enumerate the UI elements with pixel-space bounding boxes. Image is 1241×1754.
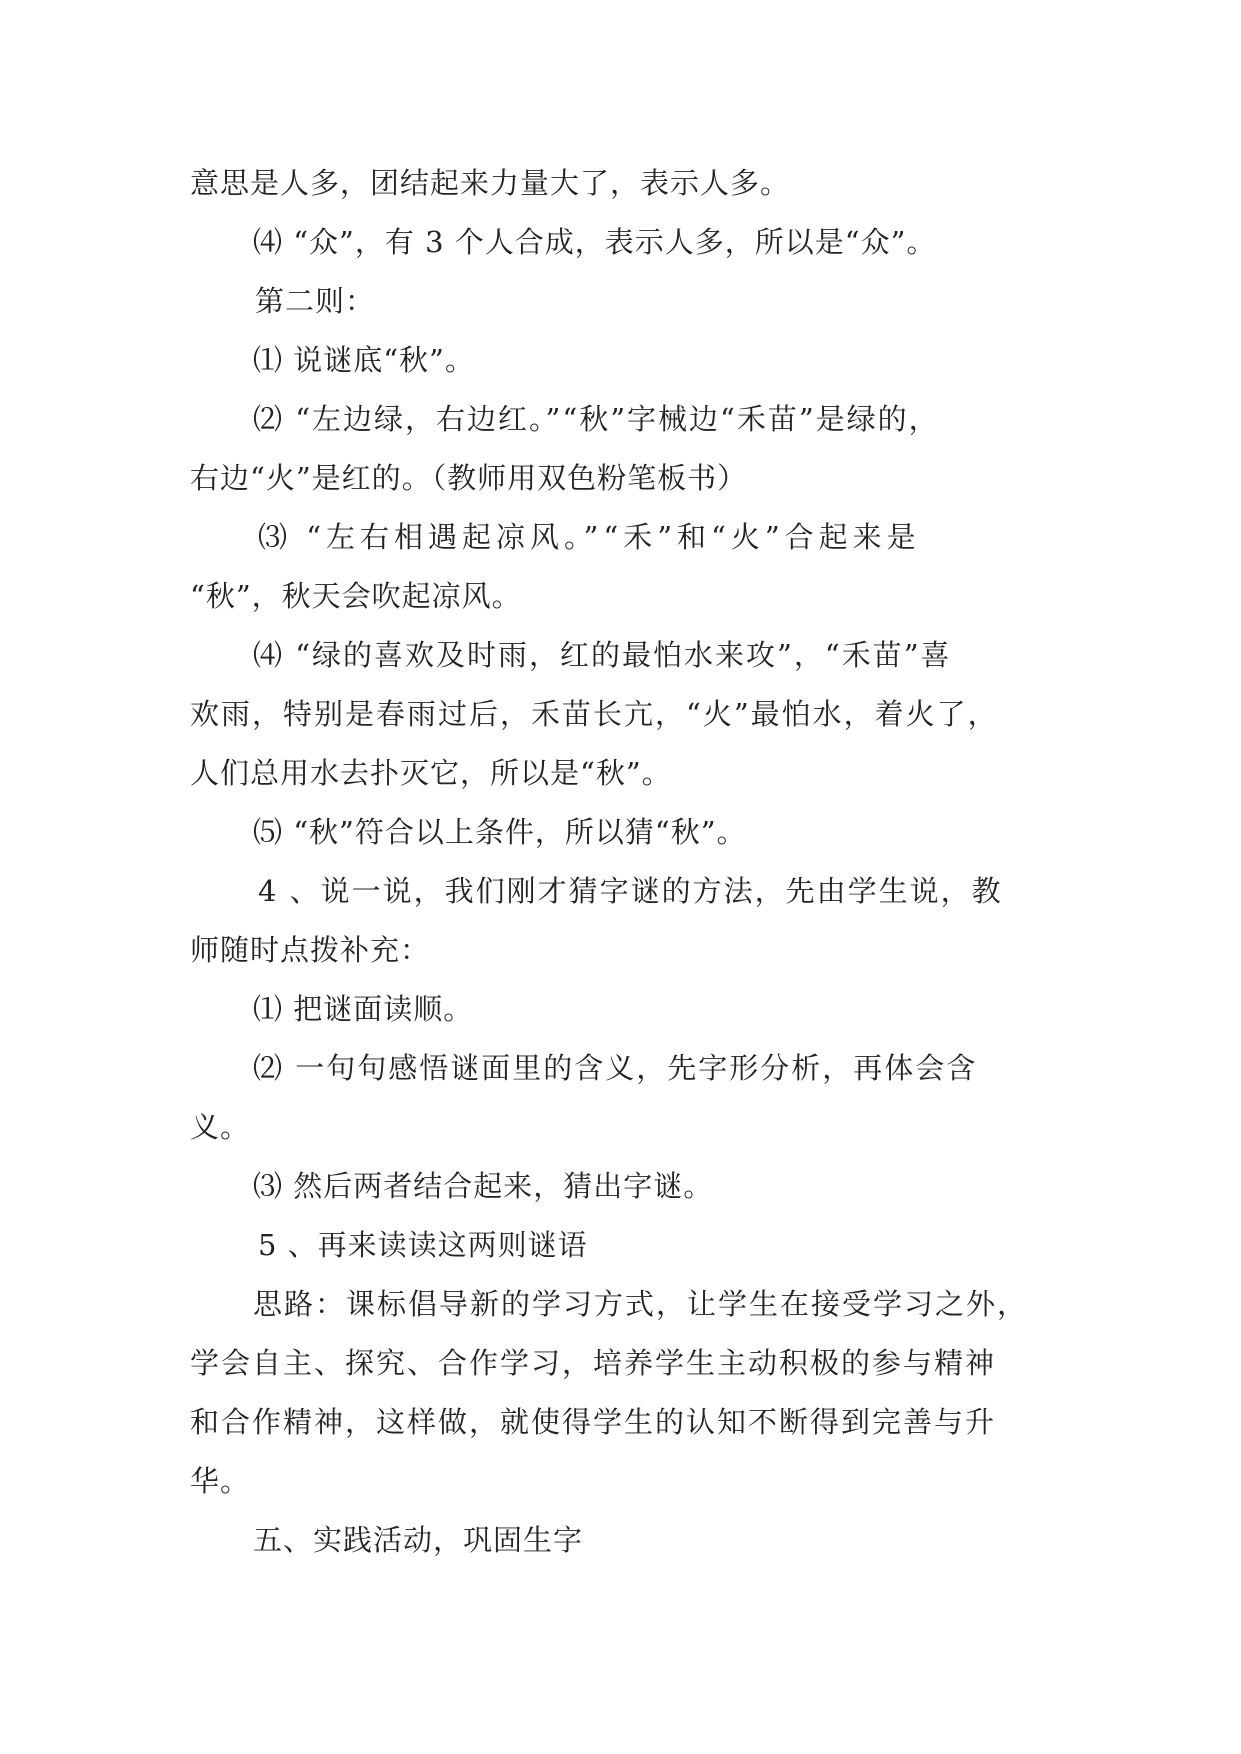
section-heading: 第二则： bbox=[255, 284, 376, 318]
section-heading: 五、实践活动，巩固生字 bbox=[253, 1523, 584, 1557]
paragraph-line: 5 、再来读读这两则谜语 bbox=[258, 1228, 588, 1262]
paragraph-line: 思路：课标倡导新的学习方式，让学生在接受学习之外， bbox=[253, 1287, 1029, 1321]
paragraph-line: ⑵ 一句句感悟谜面里的含义，先字形分析，再体会含 bbox=[253, 1051, 978, 1085]
paragraph-line: 4 、说一说，我们刚才猜字谜的方法，先由学生说，教 bbox=[258, 874, 1003, 908]
paragraph-line: 欢雨，特别是春雨过后，禾苗长亢，“火”最怕水，着火了， bbox=[190, 697, 999, 731]
paragraph-line: ⑴ 说谜底“秋”。 bbox=[253, 343, 475, 377]
paragraph-line: 学会自主、探究、合作学习，培养学生主动积极的参与精神 bbox=[190, 1346, 997, 1380]
paragraph-line: ⑶ “左右相遇起凉风。”“禾”和“火”合起来是 bbox=[258, 520, 921, 554]
paragraph-line: ⑷ “众”，有 3 个人合成，表示人多，所以是“众”。 bbox=[253, 225, 937, 259]
paragraph-line: 义。 bbox=[190, 1110, 251, 1144]
paragraph-line: ⑸ “秋”符合以上条件，所以猜“秋”。 bbox=[253, 815, 747, 849]
paragraph-line: 人们总用水去扑灭它，所以是“秋”。 bbox=[190, 756, 672, 790]
paragraph-line: 和合作精神，这样做，就使得学生的认知不断得到完善与升 bbox=[190, 1405, 997, 1439]
paragraph-line: ⑷ “绿的喜欢及时雨，红的最怕水来攻”，“禾苗”喜 bbox=[253, 638, 952, 672]
paragraph-line: 华。 bbox=[190, 1464, 251, 1498]
paragraph-line: 右边“火”是红的。（教师用双色粉笔板书） bbox=[190, 461, 748, 495]
paragraph-line: ⑶ 然后两者结合起来，猜出字谜。 bbox=[253, 1169, 714, 1203]
paragraph-line: ⑵ “左边绿，右边红。”“秋”字械边“禾苗”是绿的， bbox=[253, 402, 940, 436]
paragraph-line: ⑴ 把谜面读顺。 bbox=[253, 992, 474, 1026]
paragraph-line: 意思是人多，团结起来力量大了，表示人多。 bbox=[190, 166, 791, 200]
paragraph-line: “秋”，秋天会吹起凉风。 bbox=[190, 579, 522, 613]
paragraph-line: 师随时点拨补充： bbox=[190, 933, 431, 967]
